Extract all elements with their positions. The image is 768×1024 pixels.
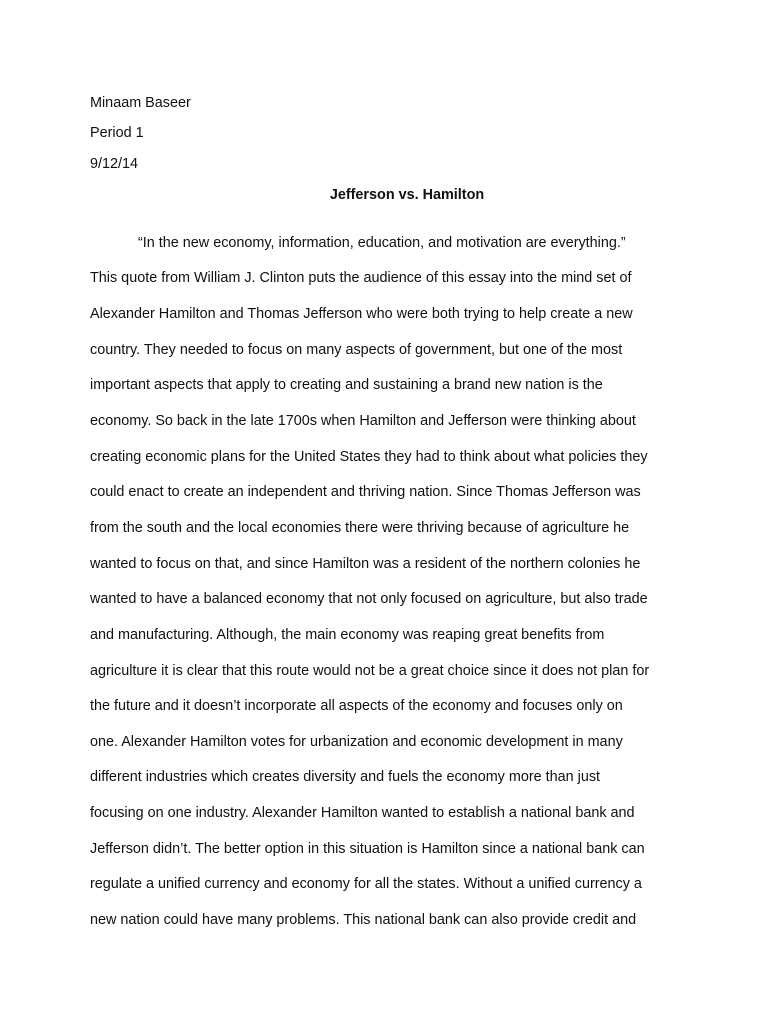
body-line: important aspects that apply to creating and sustaining a brand new nation is the	[90, 377, 603, 393]
essay-date: 9/12/14	[90, 156, 139, 172]
essay-title: Jefferson vs. Hamilton	[329, 187, 485, 203]
body-line: focusing on one industry. Alexander Hamilton wanted to establish a national bank and	[90, 805, 635, 821]
body-line: country. They needed to focus on many aspects of government, but one of the most	[90, 342, 623, 358]
body-line: Jefferson didn’t. The better option in this situation is Hamilton since a national bank can	[90, 841, 645, 857]
author-name: Minaam Baseer	[90, 95, 191, 111]
body-line: one. Alexander Hamilton votes for urbanization and economic development in many	[90, 734, 623, 750]
body-line: creating economic plans for the United States they had to think about what policies they	[90, 449, 648, 465]
body-line: different industries which creates diversity and fuels the economy more than just	[90, 769, 601, 785]
class-period: Period 1	[90, 125, 144, 141]
body-line: regulate a unified currency and economy for all the states. Without a unified currency a	[90, 876, 642, 892]
body-line: “In the new economy, information, education, and motivation are everything.”	[138, 235, 626, 251]
body-line: from the south and the local economies there were thriving because of agriculture he	[90, 520, 630, 536]
body-line: wanted to focus on that, and since Hamilton was a resident of the northern colonies he	[90, 556, 641, 572]
body-line: could enact to create an independent and thriving nation. Since Thomas Jefferson was	[90, 484, 641, 500]
body-line: and manufacturing. Although, the main economy was reaping great benefits from	[90, 627, 605, 643]
body-line: the future and it doesn’t incorporate all aspects of the economy and focuses only on	[90, 698, 623, 714]
body-line: economy. So back in the late 1700s when Hamilton and Jefferson were thinking about	[90, 413, 636, 429]
body-line: This quote from William J. Clinton puts the audience of this essay into the mind set of	[90, 270, 632, 286]
body-line: Alexander Hamilton and Thomas Jefferson who were both trying to help create a new	[90, 306, 633, 322]
body-line: agriculture it is clear that this route would not be a great choice since it does not plan for	[90, 663, 650, 679]
body-line: wanted to have a balanced economy that not only focused on agriculture, but also trade	[90, 591, 648, 607]
body-line: new nation could have many problems. This national bank can also provide credit and	[90, 912, 637, 928]
